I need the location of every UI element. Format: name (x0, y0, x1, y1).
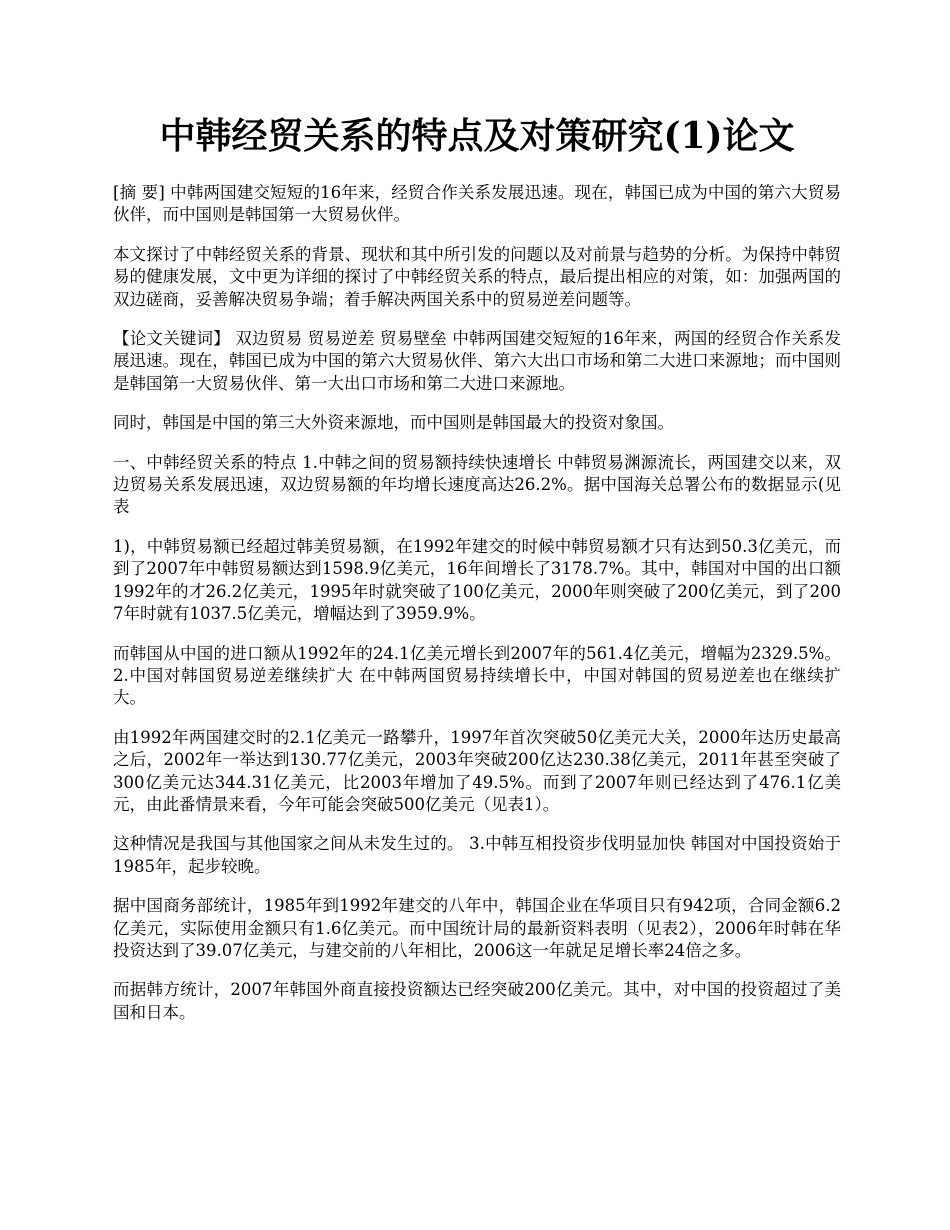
body-paragraph: 这种情况是我国与其他国家之间从未发生过的。 3.中韩互相投资步伐明显加快 韩国对中国投资始于1985年，起步较晚。 (113, 834, 841, 876)
keywords-paragraph: 【论文关键词】 双边贸易 贸易逆差 贸易壁垒 中韩两国建交短短的16年来，两国的经贸合作关系发展迅速。现在，韩国已成为中国的第六大贸易伙伴、第六大出口市场和第二大进口来源地；而中国则是韩国第一大贸易伙伴、第一大出口市场和第二大进口来源地。 (113, 329, 841, 393)
body-paragraph: 而据韩方统计，2007年韩国外商直接投资额达已经突破200亿美元。其中，对中国的投资超过了美国和日本。 (113, 980, 841, 1022)
abstract-paragraph: [摘 要] 中韩两国建交短短的16年来，经贸合作关系发展迅速。现在，韩国已成为中国的第六大贸易伙伴，而中国则是韩国第一大贸易伙伴。 (113, 183, 841, 225)
body-paragraph: 而韩国从中国的进口额从1992年的24.1亿美元增长到2007年的561.4亿美元，增幅为2329.5%。 2.中国对韩国贸易逆差继续扩大 在中韩两国贸易持续增长中，中国对韩国的贸易逆差也在继续扩大。 (113, 643, 841, 708)
body-paragraph: 1)，中韩贸易额已经超过韩美贸易额，在1992年建交的时候中韩贸易额才只有达到50.3亿美元，而到了2007年中韩贸易额达到1598.9亿美元，16年间增长了3178.7%。其中，韩国对中国的出口额1992年的才26.2亿美元，1995年时就突破了100亿美元，2000年则突破了200亿美元，到了2007年时就有1037.5亿美元，增幅达到了3959.9%。 (113, 536, 841, 624)
document-body (113, 182, 841, 1041)
body-paragraph: 本文探讨了中韩经贸关系的背景、现状和其中所引发的问题以及对前景与趋势的分析。为保持中韩贸易的健康发展，文中更为详细的探讨了中韩经贸关系的特点，最后提出相应的对策，如：加强两国的双边磋商，妥善解决贸易争端；着手解决两国关系中的贸易逆差问题等。 (113, 244, 841, 309)
body-paragraph: 一、中韩经贸关系的特点 1.中韩之间的贸易额持续快速增长 中韩贸易渊源流长，两国建交以来，双边贸易关系发展迅速，双边贸易额的年均增长速度高达26.2%。据中国海关总署公布的数据显示(见表 (113, 452, 841, 517)
body-paragraph: 据中国商务部统计，1985年到1992年建交的八年中，韩国企业在华项目只有942项，合同金额6.2亿美元，实际使用金额只有1.6亿美元。而中国统计局的最新资料表明（见表2），2006年时韩在华投资达到了39.07亿美元，与建交前的八年相比，2006这一年就足足增长率24倍之多。 (113, 896, 841, 960)
document-title: 中韩经贸关系的特点及对策研究(1)论文 (159, 115, 795, 157)
body-paragraph: 同时，韩国是中国的第三大外资来源地，而中国则是韩国最大的投资对象国。 (113, 413, 674, 433)
body-paragraph: 由1992年两国建交时的2.1亿美元一路攀升，1997年首次突破50亿美元大关，2000年达历史最高之后，2002年一举达到130.77亿美元，2003年突破200亿达230.38亿美元，2011年甚至突破了300亿美元达344.31亿美元，比2003年增加了49.5%。而到了2007年则已经达到了476.1亿美元，由此番情景来看，今年可能会突破500亿美元（见表1）。 (113, 727, 841, 814)
